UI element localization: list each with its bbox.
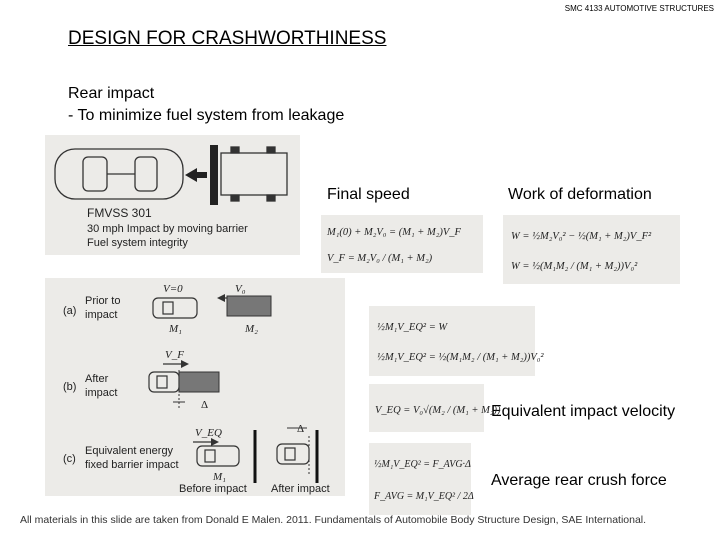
label-delta-c: Δ — [297, 423, 305, 435]
fig-standard: FMVSS 301 — [87, 206, 152, 220]
equation-equivalent-energy — [369, 306, 544, 376]
footer-citation: All materials in this slide are taken from Donald E Malen. 2011. Fundamentals of Automobile Body Structure Design, SAE International. — [20, 514, 647, 526]
label-average-rear-crush-force: Average rear crush force — [491, 472, 667, 489]
slide-title: DESIGN FOR CRASHWORTHINESS — [68, 28, 387, 49]
car-m1-crushed-icon — [149, 372, 179, 392]
impact-stages-figure — [45, 278, 345, 496]
equation-work — [503, 215, 680, 284]
stage-c-line-2: fixed barrier impact — [85, 459, 179, 471]
eq-work-1: W = ½M₂V₀² − ½(M₁ + M₂)V_F² — [511, 231, 652, 242]
eq-work-2: W = ½(M₁M₂ / (M₁ + M₂))V₀² — [511, 261, 638, 272]
stage-c-line-1: Equivalent energy — [85, 445, 174, 457]
label-equivalent-impact-velocity: Equivalent impact velocity — [491, 403, 676, 420]
eq-energy-1: ½M₁V_EQ² = W — [377, 322, 448, 333]
subtitle-line-1: Rear impact — [68, 85, 155, 102]
stage-b-line-1: After — [85, 373, 109, 385]
course-header: SMC 4133 AUTOMOTIVE STRUCTURES — [564, 4, 714, 13]
fig-line-2: Fuel system integrity — [87, 237, 188, 249]
label-veq: V_EQ — [195, 427, 222, 439]
arrow-left-icon — [185, 168, 207, 182]
stage-b-tag: (b) — [63, 381, 77, 393]
barrier-cart-icon — [221, 147, 287, 201]
equation-final-speed — [321, 215, 483, 273]
label-m2-a: M₂ — [245, 323, 258, 335]
fmvss-figure — [45, 135, 300, 255]
stage-b-line-2: impact — [85, 387, 118, 399]
arrow-right-icon — [181, 360, 189, 368]
fig-line-1: 30 mph Impact by moving barrier — [87, 223, 248, 235]
eq-favg-2: F_AVG = M₁V_EQ² / 2Δ — [374, 491, 474, 502]
label-vf: V_F — [165, 349, 184, 361]
car-after-icon — [277, 444, 309, 464]
eq-veq: V_EQ = V₀√(M₂ / (M₁ + M₂)) — [375, 405, 501, 416]
arrow-right-icon — [211, 438, 219, 446]
eq-momentum: M₁(0) + M₂V₀ = (M₁ + M₂)V_F — [327, 227, 461, 238]
subtitle-line-2: - To minimize fuel system from leakage — [68, 107, 345, 124]
label-m1-a: M₁ — [169, 323, 182, 335]
barrier-m2-contact-icon — [179, 372, 219, 392]
car-top-view-icon — [55, 149, 183, 199]
label-work-of-deformation: Work of deformation — [508, 186, 652, 203]
stage-a-line-2: impact — [85, 309, 118, 321]
label-v0: V₀ — [235, 283, 246, 295]
car-before-icon — [197, 446, 239, 466]
eq-vf: V_F = M₂V₀ / (M₁ + M₂) — [327, 253, 433, 264]
label-final-speed: Final speed — [327, 186, 410, 203]
label-before-impact: Before impact — [179, 483, 247, 495]
equation-favg — [369, 443, 474, 515]
stage-c-tag: (c) — [63, 453, 76, 465]
label-after-impact: After impact — [271, 483, 330, 495]
stage-a-line-1: Prior to — [85, 295, 121, 307]
arrow-left-icon — [217, 294, 225, 302]
moving-barrier — [210, 145, 218, 205]
equation-veq — [369, 384, 501, 432]
slide-subtitle — [68, 83, 344, 127]
car-m1-icon — [153, 298, 197, 318]
stage-a-tag: (a) — [63, 305, 77, 317]
label-m1-c: M₁ — [213, 471, 226, 483]
eq-favg-1: ½M₁V_EQ² = F_AVG·Δ — [374, 459, 471, 470]
label-v-zero: V=0 — [163, 283, 183, 295]
eq-energy-2: ½M₁V_EQ² = ½(M₁M₂ / (M₁ + M₂))V₀² — [377, 352, 544, 363]
label-delta-b: Δ — [201, 399, 209, 411]
barrier-m2-icon — [227, 296, 271, 316]
